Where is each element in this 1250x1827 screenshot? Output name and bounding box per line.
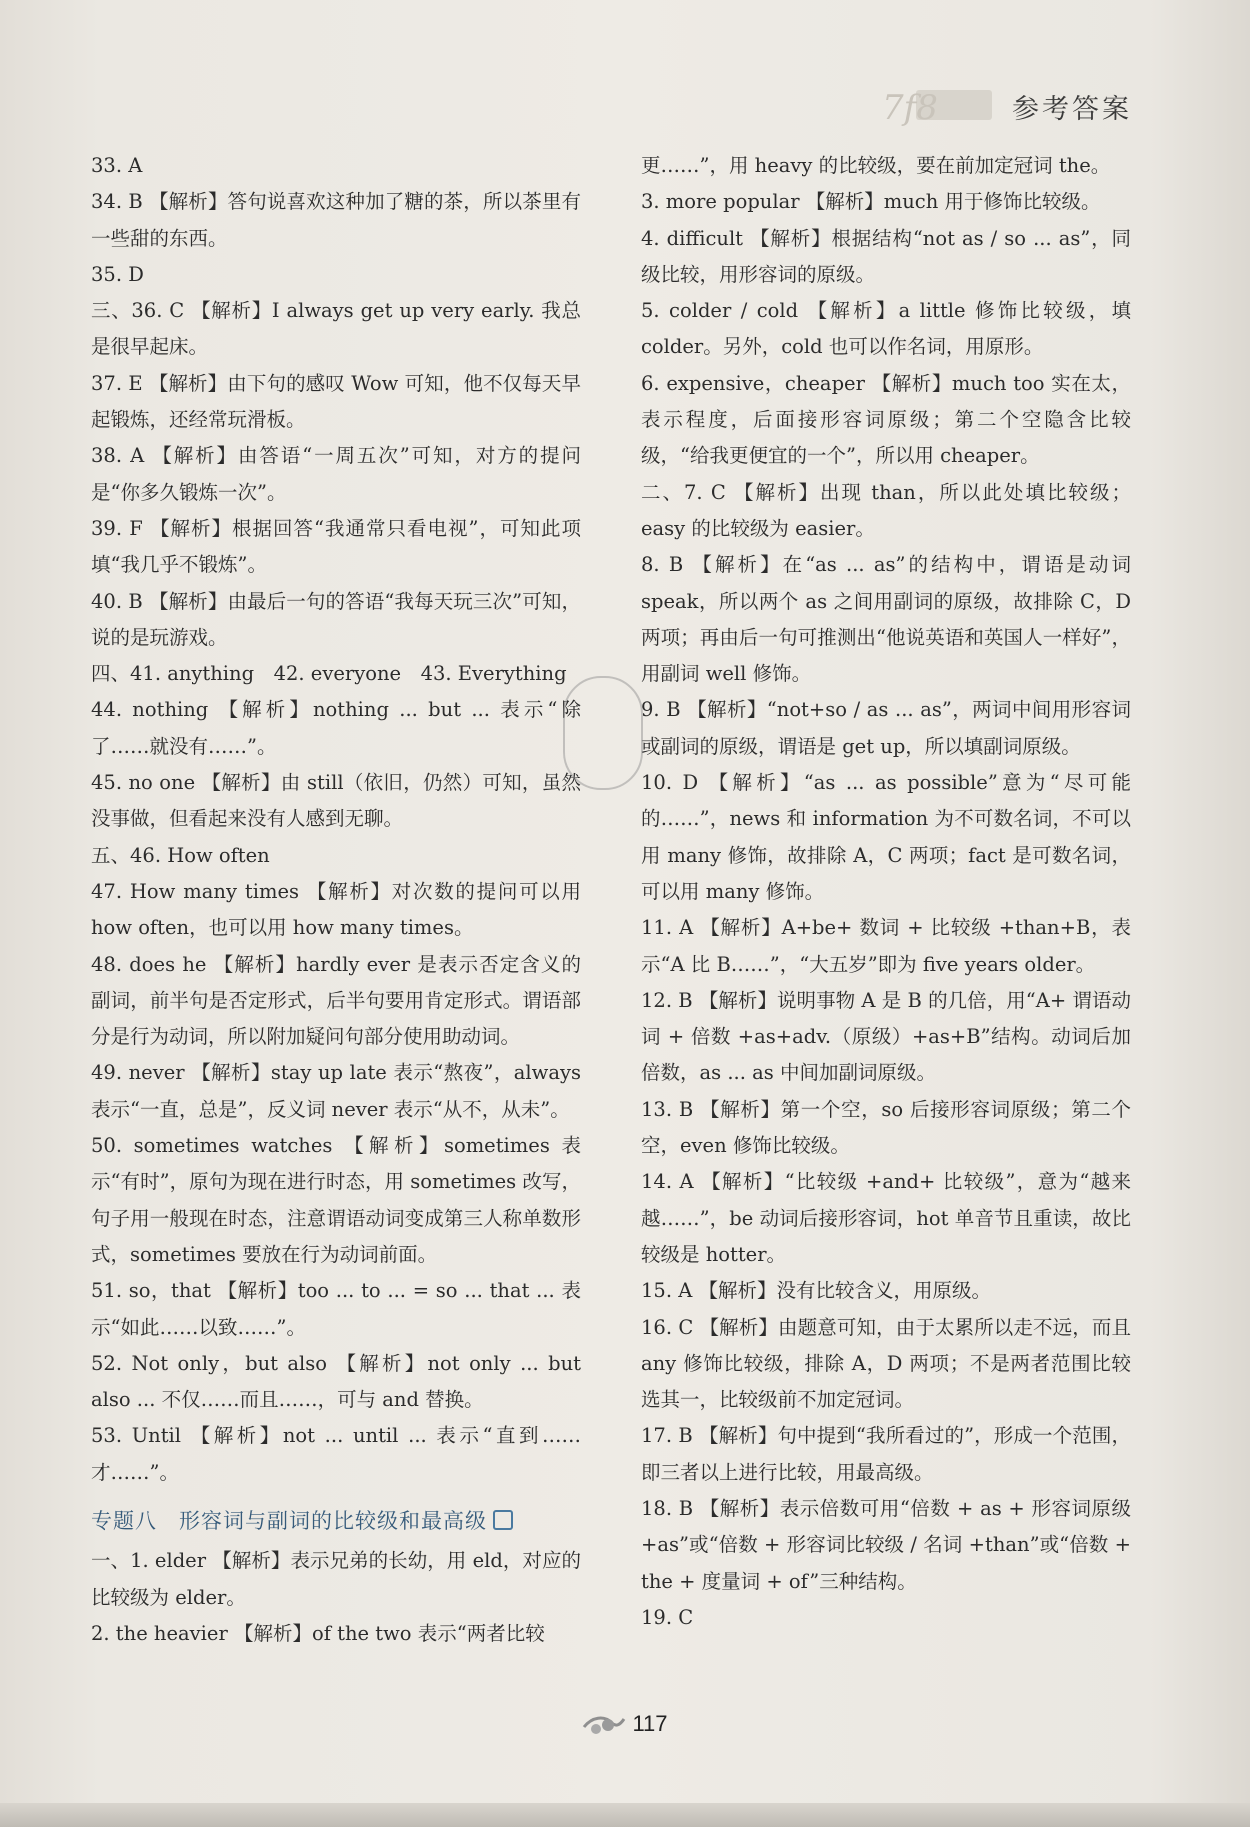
- answer-item: 35. D: [91, 262, 144, 286]
- left-column: [91, 148, 581, 1652]
- answer-item: 四、41. anything 42. everyone 43. Everything: [91, 662, 567, 686]
- answer-item: 52. Not only，but also 【解析】not only ... but also ... 不仅……而且……，可与 and 替换。: [91, 1351, 581, 1412]
- svg-text:7f8: 7f8: [882, 88, 938, 126]
- section-link-icon: [493, 1510, 513, 1530]
- answer-item: 47. How many times 【解析】对次数的提问可以用 how often，也可以用 how many times。: [91, 879, 581, 940]
- answer-item: 44. nothing 【解析】nothing ... but ... 表示“除了……就没有……”。: [91, 698, 581, 758]
- answer-item: 三、36. C 【解析】I always get up very early. 我总是很早起床。: [91, 299, 581, 359]
- page-footer: [0, 1711, 1250, 1737]
- answer-item: 51. so，that 【解析】too ... to ... = so ... that ... 表示“如此……以致……”。: [91, 1279, 581, 1339]
- header-decoration: [878, 86, 998, 126]
- answer-item: 10. D 【解析】“as ... as possible”意为“尽可能的……”，news 和 information 为不可数名词，不可以用 many 修饰，故排除 A，C 两项；fact 是可数名词，可以用 many 修饰。: [641, 771, 1131, 903]
- answer-item: 34. B 【解析】答句说喜欢这种加了糖的茶，所以茶里有一些甜的东西。: [91, 190, 581, 250]
- answer-item: 16. C 【解析】由题意可知，由于太累所以走不远，而且 any 修饰比较级，排除 A，D 两项；不是两者范围比较选其一，比较级前不加定冠词。: [641, 1315, 1131, 1412]
- answer-item: 49. never 【解析】stay up late 表示“熬夜”，always 表示“一直，总是”，反义词 never 表示“从不，从未”。: [91, 1061, 581, 1121]
- stamp-watermark-icon: [563, 676, 643, 790]
- answer-item: 15. A 【解析】没有比较含义，用原级。: [641, 1279, 991, 1303]
- answer-item: 二、7. C 【解析】出现 than，所以此处填比较级；easy 的比较级为 easier。: [641, 480, 1131, 540]
- answer-item: 50. sometimes watches 【解析】sometimes 表示“有时”，原句为现在进行时态，用 sometimes 改写，句子用一般现在时态，注意谓语动词变成第三人称单数形式，sometimes 要放在行为动词前面。: [91, 1134, 581, 1266]
- answer-item: 19. C: [641, 1605, 694, 1629]
- page-bottom-edge: [0, 1803, 1250, 1827]
- answer-item: 33. A: [91, 154, 143, 177]
- answer-item: 53. Until 【解析】not ... until ... 表示“直到……才……”。: [91, 1424, 581, 1484]
- answer-item: 39. F 【解析】根据回答“我通常只看电视”，可知此项填“我几乎不锻炼”。: [91, 516, 581, 577]
- answer-item: 5. colder / cold 【解析】a little 修饰比较级，填 colder。另外，cold 也可以作名词，用原形。: [641, 299, 1131, 359]
- section-heading-text: 专题八 形容词与副词的比较级和最高级: [91, 1508, 487, 1533]
- answer-item: 五、46. How often: [91, 843, 270, 867]
- answer-item: 9. B 【解析】“not+so / as ... as”，两词中间用形容词或副词的原级，谓语是 get up，所以填副词原级。: [641, 698, 1131, 758]
- answer-item: 一、1. elder 【解析】表示兄弟的长幼，用 eld，对应的比较级为 elder。: [91, 1549, 581, 1609]
- section-heading: [91, 1503, 581, 1539]
- answer-item: 6. expensive，cheaper 【解析】much too 实在太，表示程度，后面接形容词原级；第二个空隐含比较级，“给我更便宜的一个”，所以用 cheaper。: [641, 371, 1131, 468]
- answer-item: 8. B 【解析】在“as ... as”的结构中，谓语是动词 speak，所以两个 as 之间用副词的原级，故排除 C，D 两项；再由后一句可推测出“他说英语和英国人一样好”，用副词 well 修饰。: [641, 553, 1131, 686]
- answer-item: 更……”，用 heavy 的比较级，要在前加定冠词 the。: [641, 154, 1111, 177]
- answer-item: 13. B 【解析】第一个空，so 后接形容词原级；第二个空，even 修饰比较级。: [641, 1097, 1131, 1158]
- header-title: 参考答案: [1012, 93, 1132, 125]
- answer-item: 45. no one 【解析】由 still（依旧，仍然）可知，虽然没事做，但看起来没有人感到无聊。: [91, 771, 581, 831]
- answer-item: 11. A 【解析】A+be+ 数词 + 比较级 +than+B，表示“A 比 B……”，“大五岁”即为 five years older。: [641, 916, 1131, 976]
- answer-item: 40. B 【解析】由最后一句的答语“我每天玩三次”可知，说的是玩游戏。: [91, 589, 581, 649]
- answer-item: 37. E 【解析】由下句的感叹 Wow 可知，他不仅每天早起锻炼，还经常玩滑板。: [91, 371, 581, 432]
- right-column: [641, 148, 1131, 1636]
- answer-item: 17. B 【解析】句中提到“我所看过的”，形成一个范围，即三者以上进行比较，用最高级。: [641, 1424, 1131, 1484]
- answer-item: 12. B 【解析】说明事物 A 是 B 的几倍，用“A+ 谓语动词 + 倍数 +as+adv.（原级）+as+B”结构。动词后加倍数，as ... as 中间加副词原级。: [641, 988, 1131, 1085]
- footer-ornament-icon: [582, 1711, 626, 1737]
- page-header: [878, 86, 1132, 126]
- header-ornament-icon: [878, 86, 998, 126]
- answer-item: 4. difficult 【解析】根据结构“not as / so ... as”，同级比较，用形容词的原级。: [641, 226, 1131, 286]
- answer-item: 18. B 【解析】表示倍数可用“倍数 + as + 形容词原级 +as”或“倍数 + 形容词比较级 / 名词 +than”或“倍数 + the + 度量词 + of”三种结构。: [641, 1496, 1131, 1593]
- answer-item: 48. does he 【解析】hardly ever 是表示否定含义的副词，前半句是否定形式，后半句要用肯定形式。谓语部分是行为动词，所以附加疑问句部分使用助动词。: [91, 952, 581, 1049]
- page-number: 117: [632, 1711, 668, 1736]
- answer-item: 38. A 【解析】由答语“一周五次”可知，对方的提问是“你多久锻炼一次”。: [91, 444, 581, 504]
- answer-item: 2. the heavier 【解析】of the two 表示“两者比较: [91, 1621, 545, 1645]
- answer-item: 3. more popular 【解析】much 用于修饰比较级。: [641, 190, 1101, 214]
- answer-item: 14. A 【解析】“比较级 +and+ 比较级”，意为“越来越……”，be 动词后接形容词，hot 单音节且重读，故比较级是 hotter。: [641, 1170, 1131, 1266]
